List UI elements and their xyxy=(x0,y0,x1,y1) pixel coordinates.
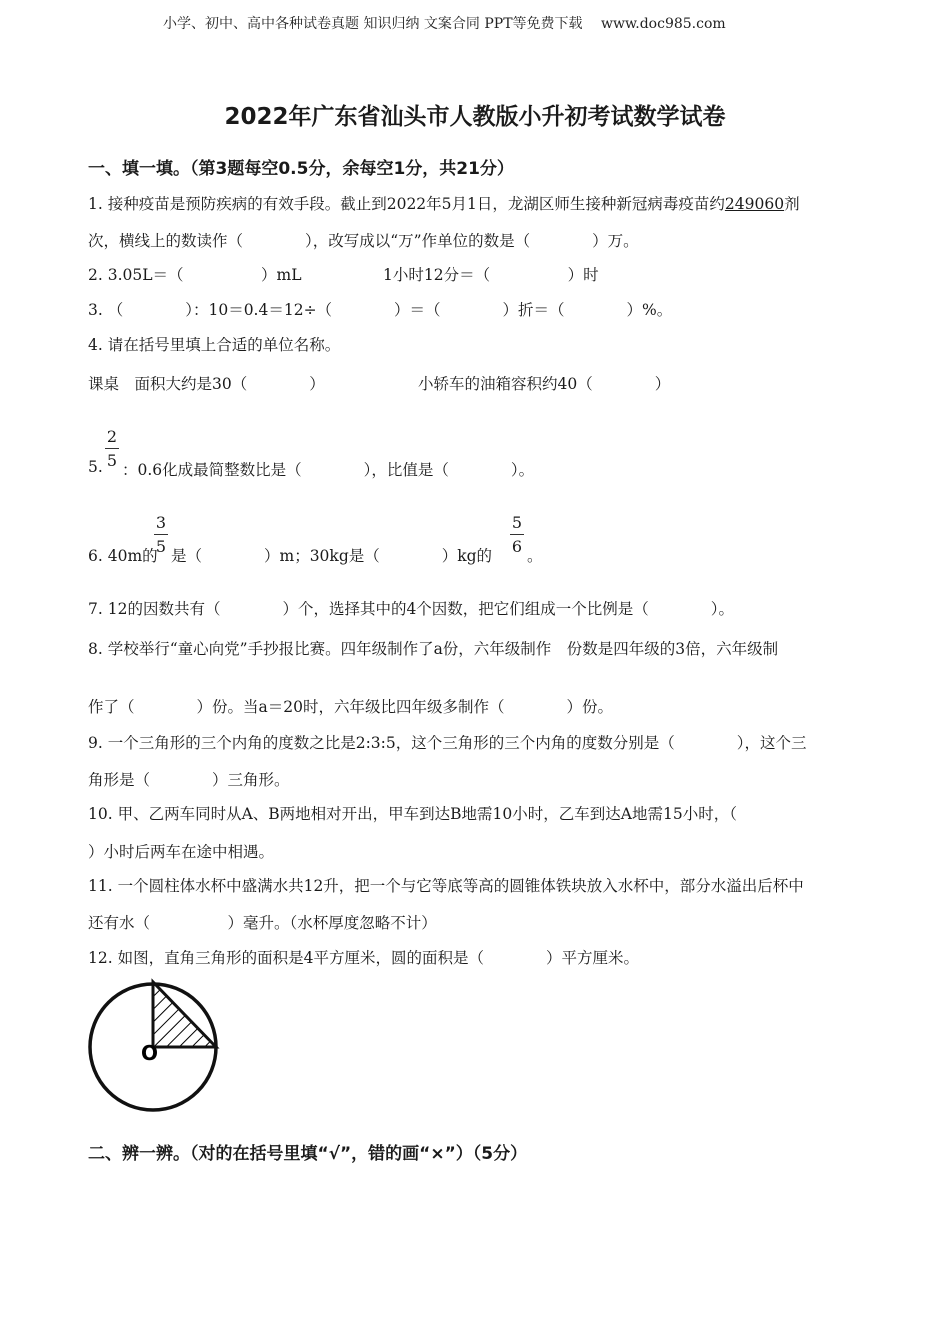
question-1: 1. 接种疫苗是预防疾病的有效手段。截止到2022年5月1日，龙湖区师生接种新冠病毒疫苗约249060剂 xyxy=(88,195,800,213)
section-1-heading: 一、填一填。（第3题每空0.5分，余每空1分，共21分） xyxy=(88,159,514,179)
header-url[interactable]: www.doc985.com xyxy=(600,16,726,32)
question-5-number: 5. xyxy=(88,458,103,476)
question-10: 10. 甲、乙两车同时从A、B两地相对开出，甲车到达B地需10小时，乙车到达A地需15小时，（ xyxy=(88,805,737,823)
question-5: ：0.6化成最简整数比是（ ），比值是（ ）。 xyxy=(122,461,535,479)
question-4-item-a: 课桌 面积大约是30（ ） xyxy=(88,375,325,393)
question-4-item-b: 小轿车的油箱容积约40（ ） xyxy=(418,375,671,393)
question-11: 11. 一个圆柱体水杯中盛满水共12升，把一个与它等底等高的圆锥体铁块放入水杯中，部分水溢出后杯中 xyxy=(88,877,804,895)
question-2b: 1小时12分＝（ ）时 xyxy=(383,266,599,284)
question-7: 7. 12的因数共有（ ）个，选择其中的4个因数，把它们组成一个比例是（ ）。 xyxy=(88,600,735,618)
question-2a: 2. 3.05L＝（ ）mL xyxy=(88,266,302,284)
question-8: 8. 学校举行“童心向党”手抄报比赛。四年级制作了a份，六年级制作 份数是四年级的3倍，六年级制 xyxy=(88,640,779,658)
question-8-line2: 作了（ ）份。当a＝20时，六年级比四年级多制作（ ）份。 xyxy=(88,698,613,716)
question-6b: 是（ ）m；30kg是（ ）kg的 xyxy=(171,547,493,565)
question-6a: 6. 40m的 xyxy=(88,547,158,565)
question-12: 12. 如图，直角三角形的面积是4平方厘米，圆的面积是（ ）平方厘米。 xyxy=(88,949,639,967)
circle-triangle-figure xyxy=(85,975,235,1115)
fraction-3-5: 3 5 xyxy=(155,513,167,556)
question-3: 3. （ ）：10＝0.4＝12÷（ ）＝（ ）折＝（ ）%。 xyxy=(88,301,673,319)
fraction-2-5: 2 5 xyxy=(106,427,118,470)
question-4: 4. 请在括号里填上合适的单位名称。 xyxy=(88,336,341,354)
section-2-heading: 二、辨一辨。（对的在括号里填“√”，错的画“×”）（5分） xyxy=(88,1144,528,1164)
page-header xyxy=(163,13,726,33)
underlined-number: 249060 xyxy=(724,195,785,213)
center-label: O xyxy=(141,1041,159,1065)
fraction-5-6: 5 6 xyxy=(511,513,523,556)
question-11-line2: 还有水（ ）毫升。（水杯厚度忽略不计） xyxy=(88,914,437,932)
question-1-line2: 次，横线上的数读作（ ），改写成以“万”作单位的数是（ ）万。 xyxy=(88,232,639,250)
question-6c: 。 xyxy=(527,547,543,565)
question-9-line2: 角形是（ ）三角形。 xyxy=(88,771,290,789)
question-9: 9. 一个三角形的三个内角的度数之比是2:3:5，这个三角形的三个内角的度数分别是（ ），这个三 xyxy=(88,734,807,752)
header-text: 小学、初中、高中各种试卷真题 知识归纳 文案合同 PPT等免费下载 xyxy=(163,16,583,32)
page-title: 2022年广东省汕头市人教版小升初考试数学试卷 xyxy=(224,104,726,130)
question-10-line2: ）小时后两车在途中相遇。 xyxy=(88,843,275,861)
